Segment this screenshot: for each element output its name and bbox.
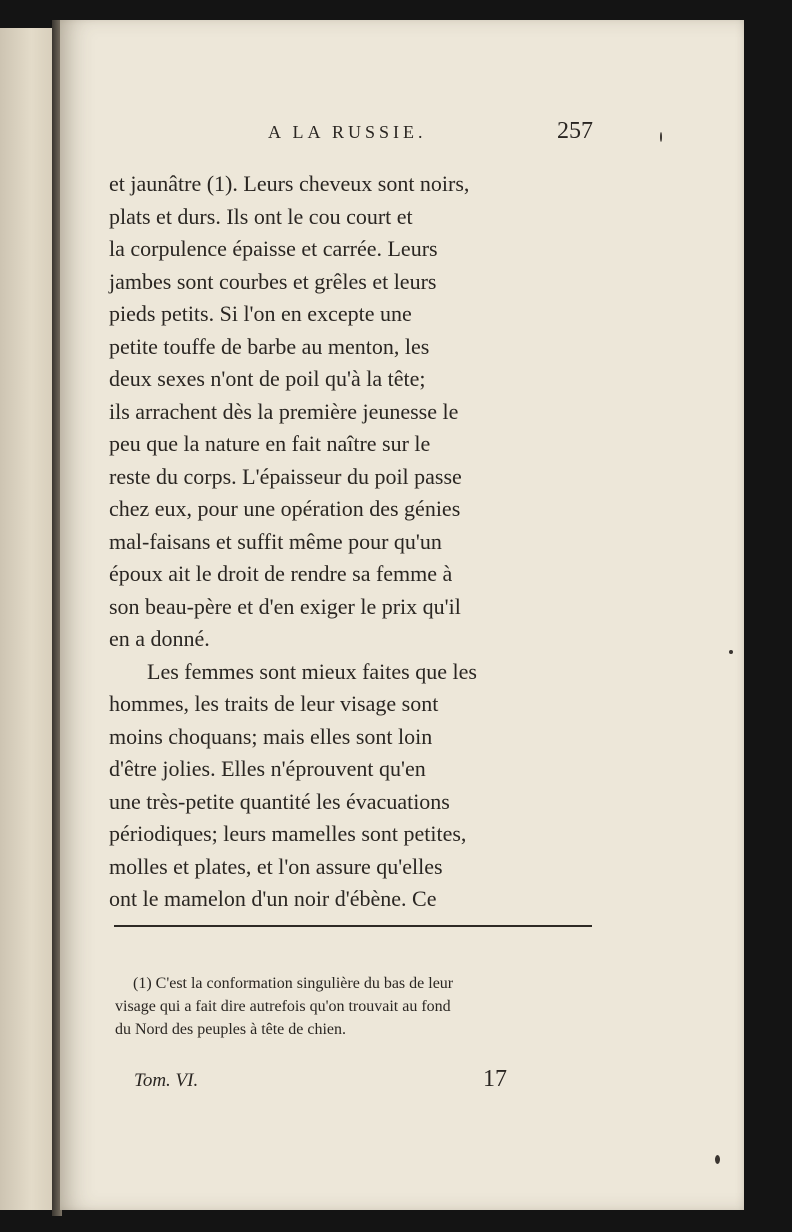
page-number: 257 [557,118,593,144]
ink-speck [729,650,733,654]
text-line: son beau-père et d'en exiger le prix qu'il [109,593,461,619]
book-page [60,20,744,1210]
text-line: moins choquans; mais elles sont loin [109,723,433,749]
text-line: reste du corps. L'épaisseur du poil passe [109,463,462,489]
text-line: hommes, les traits de leur visage sont [109,691,439,716]
text-line: pieds petits. Si l'on en excepte une [109,301,412,326]
text-line: en a donné. [109,626,210,651]
text-line: une très-petite quantité les évacuations [109,788,450,814]
text-line: Les femmes sont mieux faites que les [147,658,477,684]
footnote-line: (1) C'est la conformation singulière du bas de leur [133,975,454,992]
ink-speck [715,1155,720,1164]
text-line: la corpulence épaisse et carrée. Leurs [109,236,438,261]
text-line: petite touffe de barbe au menton, les [109,333,430,359]
text-line: chez eux, pour une opération des génies [109,496,461,521]
text-line: périodiques; leurs mamelles sont petites, [109,821,467,846]
text-line: ont le mamelon d'un noir d'ébène. Ce [109,886,437,911]
text-line: d'être jolies. Elles n'éprouvent qu'en [109,756,426,781]
text-line: plats et durs. Ils ont le cou court et [109,203,413,229]
text-line: ils arrachent dès la première jeunesse le [109,398,459,424]
volume-signature: Tom. VI. [134,1070,199,1091]
text-line: époux ait le droit de rendre sa femme à [109,561,453,586]
text-line: jambes sont courbes et grêles et leurs [109,268,437,294]
text-line: deux sexes n'ont de poil qu'à la tête; [109,366,426,391]
facing-page-edge [0,28,53,1210]
body-text [109,168,599,916]
footnote-line: du Nord des peuples à tête de chien. [115,1021,347,1038]
sheet-signature: 17 [483,1066,507,1092]
text-line: mal-faisans et suffit même pour qu'un [109,528,442,554]
footnote-rule [114,925,592,927]
running-head: A LA RUSSIE. [268,122,427,142]
ink-speck [660,132,662,142]
footnote [115,972,601,1041]
text-line: molles et plates, et l'on assure qu'elles [109,853,443,879]
text-line: peu que la nature en fait naître sur le [109,431,431,456]
footnote-line: visage qui a fait dire autrefois qu'on trouvait au fond [115,998,451,1015]
text-line: et jaunâtre (1). Leurs cheveux sont noirs, [109,171,470,196]
